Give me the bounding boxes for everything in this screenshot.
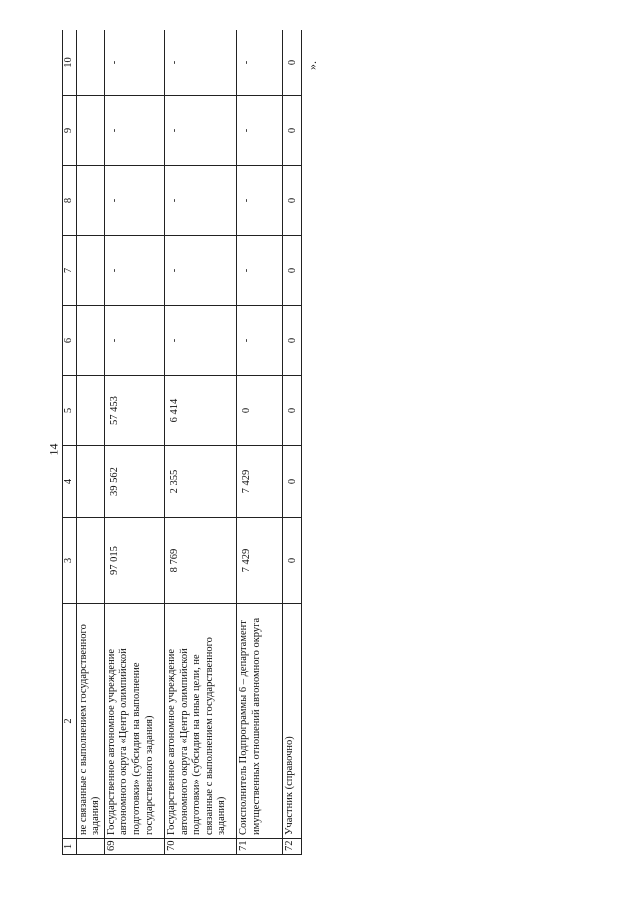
value-cell: -: [237, 166, 283, 236]
value-cell: 0: [237, 376, 283, 446]
table-row: [104, 30, 164, 855]
value-cell: 0: [283, 236, 302, 306]
row-number-cell: 72: [283, 839, 302, 855]
page-number: 14: [46, 443, 61, 456]
value-cell: -: [165, 306, 237, 376]
header-cell: 9: [63, 96, 77, 166]
value-cell: 8 769: [165, 518, 237, 604]
value-cell: -: [237, 236, 283, 306]
header-cell: 8: [63, 166, 77, 236]
value-cell: -: [237, 306, 283, 376]
header-cell: 7: [63, 236, 77, 306]
value-cell: [76, 236, 104, 306]
value-cell: 0: [283, 166, 302, 236]
value-cell: 0: [283, 518, 302, 604]
value-cell: -: [165, 236, 237, 306]
header-cell: 5: [63, 376, 77, 446]
value-cell: 7 429: [237, 518, 283, 604]
value-cell: -: [104, 236, 164, 306]
header-cell: 2: [63, 604, 77, 839]
row-name-cell: Государственное автономное учреждение автономного округа «Центр олимпийской подготовки» (субсидия на выполнение государственного задания): [104, 604, 164, 839]
header-cell: 10: [63, 30, 77, 96]
value-cell: 0: [283, 30, 302, 96]
budget-table-container: [62, 30, 302, 855]
value-cell: 0: [283, 96, 302, 166]
header-cell: 1: [63, 839, 77, 855]
value-cell: [76, 376, 104, 446]
closing-quote-mark: ».: [305, 61, 319, 70]
row-name-cell: Государственное автономное учреждение автономного округа «Центр олимпийской подготовки» (субсидия на иные цели, не связанные с выполнением государственного задания): [165, 604, 237, 839]
row-name-cell: не связанные с выполнением государственного задания): [76, 604, 104, 839]
table-row: [283, 30, 302, 855]
value-cell: [76, 30, 104, 96]
value-cell: -: [104, 96, 164, 166]
header-cell: 3: [63, 518, 77, 604]
value-cell: [76, 96, 104, 166]
value-cell: [76, 518, 104, 604]
value-cell: -: [237, 30, 283, 96]
value-cell: 2 355: [165, 446, 237, 518]
value-cell: 57 453: [104, 376, 164, 446]
value-cell: [76, 446, 104, 518]
value-cell: -: [165, 30, 237, 96]
row-number-cell: 69: [104, 839, 164, 855]
header-cell: 4: [63, 446, 77, 518]
row-number-cell: 71: [237, 839, 283, 855]
value-cell: 97 015: [104, 518, 164, 604]
value-cell: 39 562: [104, 446, 164, 518]
row-number-cell: [76, 839, 104, 855]
value-cell: 0: [283, 376, 302, 446]
table-row: [165, 30, 237, 855]
value-cell: [76, 166, 104, 236]
value-cell: -: [165, 166, 237, 236]
value-cell: 0: [283, 446, 302, 518]
row-name-cell: Участник (справочно): [283, 604, 302, 839]
header-cell: 6: [63, 306, 77, 376]
value-cell: -: [104, 306, 164, 376]
value-cell: 7 429: [237, 446, 283, 518]
row-name-cell: Соисполнитель Подпрограммы 6 – департамент имущественных отношений автономного округа: [237, 604, 283, 839]
table-header-row: [63, 30, 77, 855]
table-row: [237, 30, 283, 855]
value-cell: -: [237, 96, 283, 166]
value-cell: [76, 306, 104, 376]
value-cell: -: [165, 96, 237, 166]
budget-table: [62, 30, 302, 855]
row-number-cell: 70: [165, 839, 237, 855]
value-cell: 6 414: [165, 376, 237, 446]
value-cell: -: [104, 30, 164, 96]
value-cell: -: [104, 166, 164, 236]
table-row: [76, 30, 104, 855]
value-cell: 0: [283, 306, 302, 376]
